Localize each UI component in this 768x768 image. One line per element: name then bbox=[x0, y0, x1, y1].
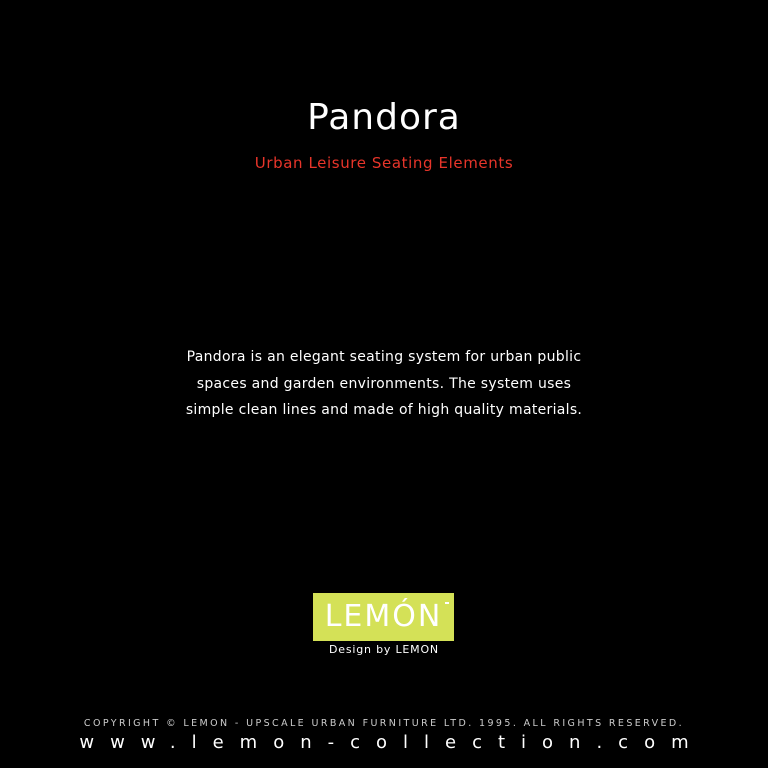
page-subtitle: Urban Leisure Seating Elements bbox=[254, 154, 514, 172]
copyright-notice: COPYRIGHT © LEMON - UPSCALE URBAN FURNITURE LTD. 1995. ALL RIGHTS RESERVED. bbox=[83, 718, 685, 729]
page-title: Pandora bbox=[307, 97, 461, 138]
website-link[interactable]: www.lemon-collection.com bbox=[79, 732, 705, 753]
trademark-mark-icon bbox=[445, 602, 449, 604]
description-line: simple clean lines and made of high quality materials. bbox=[185, 402, 583, 418]
description-text bbox=[104, 344, 664, 424]
logo-text: LEMÓN bbox=[324, 599, 443, 634]
design-by-label: Design by LEMON bbox=[329, 643, 439, 656]
description-line: spaces and garden environments. The system uses bbox=[196, 375, 572, 392]
lemon-logo bbox=[313, 593, 454, 641]
description-line: Pandora is an elegant seating system for urban public bbox=[186, 349, 582, 365]
